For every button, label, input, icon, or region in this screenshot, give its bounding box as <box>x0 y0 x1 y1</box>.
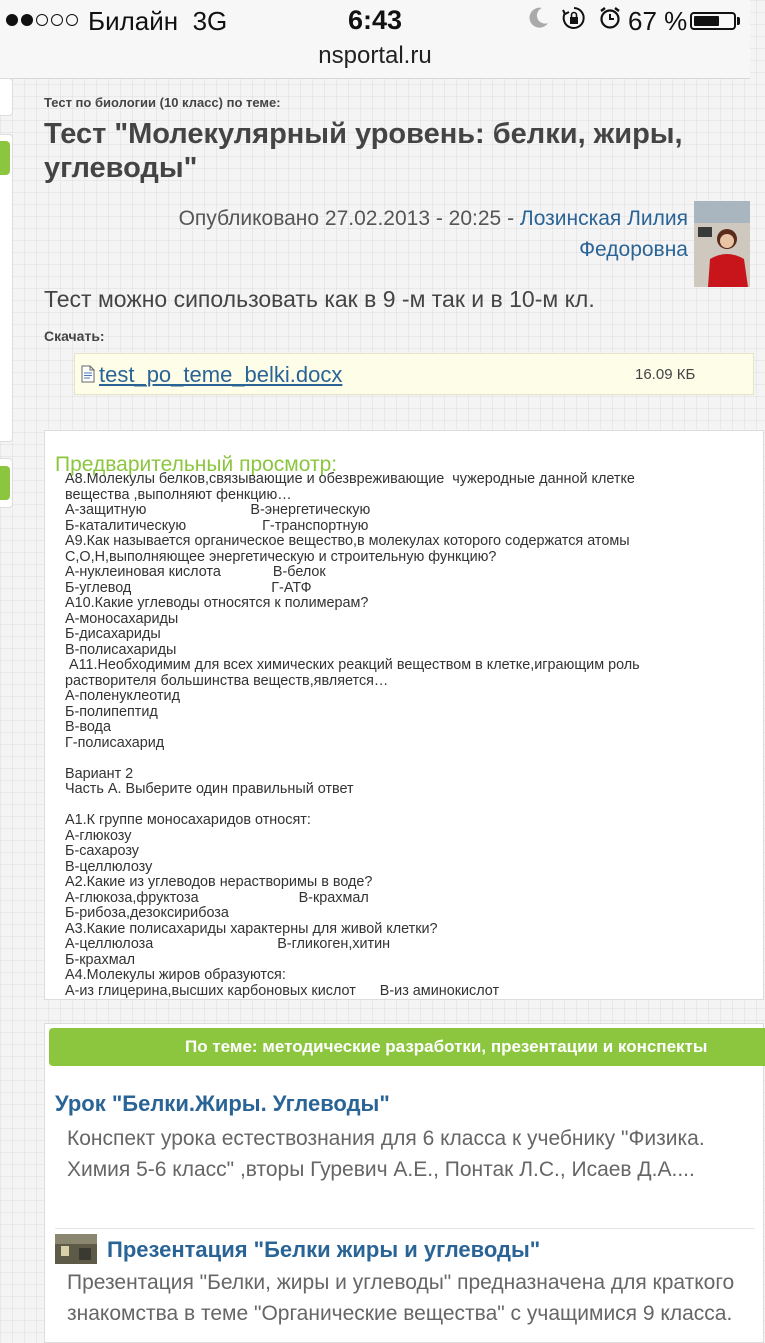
status-time: 6:43 <box>347 5 403 35</box>
battery-percent: 67 % <box>628 6 688 36</box>
document-line: А1.К группе моносахаридов относят: <box>65 812 311 828</box>
document-line: А-глюкозу <box>65 827 132 844</box>
page-title: Тест "Молекулярный уровень: белки, жиры, углеводы" <box>44 118 683 184</box>
document-icon <box>81 365 95 388</box>
network-type: 3G <box>192 6 228 36</box>
battery-nub <box>737 17 740 25</box>
document-line: А8.Молекулы белков,связывающие и обезвреживающие чужеродные данной клетке <box>65 471 635 487</box>
document-line: В-полисахариды <box>65 641 177 658</box>
side-panel-middle <box>0 134 13 442</box>
document-line <box>65 798 640 814</box>
moon-icon <box>528 6 550 30</box>
side-tab-toggle[interactable] <box>0 466 10 500</box>
related-item-description: Конспект урока естествознания для 6 класса к учебнику "Физика. Химия 5-6 класс" ,вторы Гуревич А.Е., Понтак Л.С., Исаев Д.А.... <box>67 1127 705 1181</box>
document-preview[interactable] <box>65 471 755 999</box>
document-line: А3.Какие полисахариды характерны для живой клетки? <box>65 920 438 937</box>
related-item-title[interactable]: Урок "Белки.Жиры. Углеводы" <box>55 1091 390 1116</box>
document-line: Вариант 2 <box>65 765 134 782</box>
document-line: А-моносахариды <box>65 610 179 627</box>
document-line: А-защитную В-энергетическую <box>65 502 371 518</box>
battery-fill <box>694 16 719 26</box>
preview-panel <box>44 430 764 1000</box>
document-line: Часть А. Выберите один правильный ответ <box>65 781 354 797</box>
related-header-text: По теме: методические разработки, презентации и конспекты <box>185 1037 708 1056</box>
divider <box>55 1228 755 1229</box>
article-description: Тест можно сипользовать как в 9 -м так и в 10-м кл. <box>44 286 595 312</box>
document-line: вещества ,выполняют фенкцию… <box>65 486 292 503</box>
document-line: А-из глицерина,высших карбоновых кислот В-из аминокислот <box>65 982 500 999</box>
document-text <box>65 472 640 999</box>
file-size: 16.09 КБ <box>635 366 696 383</box>
document-line: В-вода <box>65 719 111 735</box>
document-line: А9.Как называется органическое вещество,в молекулах которого содержатся атомы <box>65 533 630 549</box>
document-line: А4.Молекулы жиров образуются: <box>65 967 286 983</box>
file-download-link[interactable]: test_po_teme_belki.docx <box>99 362 343 387</box>
download-label: Скачать: <box>44 328 105 344</box>
related-item-thumbnail[interactable] <box>55 1234 97 1264</box>
document-line: Б-каталитическую Г-транспортную <box>65 517 369 534</box>
document-line: Б-дисахариды <box>65 626 161 642</box>
document-line: Б-полипептид <box>65 703 158 720</box>
document-line: растворителя большинства веществ,является… <box>65 672 389 689</box>
related-header <box>49 1028 765 1066</box>
article-kicker: Тест по биологии (10 класс) по теме: <box>44 95 281 110</box>
document-line: Б-крахмал <box>65 951 136 968</box>
status-icons <box>528 6 622 30</box>
publish-date: Опубликовано 27.02.2013 - 20:25 - <box>178 207 515 230</box>
document-line <box>65 751 640 767</box>
document-line: В-целлюлозу <box>65 858 153 875</box>
side-panel-top <box>0 78 13 116</box>
file-attachment <box>74 353 754 395</box>
document-line: Б-рибоза,дезоксирибоза <box>65 905 229 921</box>
related-item-description: Презентация "Белки, жиры и углеводы" предназначена для краткого знакомства в теме "Органические вещества" с учащимися 9 класса. <box>67 1271 735 1325</box>
carrier-name: Билайн <box>88 6 179 36</box>
status-bar <box>0 0 750 40</box>
document-line: Б-углевод Г-АТФ <box>65 579 312 596</box>
author-link[interactable]: Лозинская Лилия Федоровна <box>519 207 688 261</box>
alarm-icon <box>598 6 622 30</box>
preview-title: Предварительный просмотр: <box>55 453 338 476</box>
related-materials <box>44 1023 764 1343</box>
document-line: Б-сахарозу <box>65 843 139 859</box>
related-item-title[interactable]: Презентация "Белки жиры и углеводы" <box>107 1237 541 1262</box>
document-line: С,О,Н,выполняющее энергетическую и строительную функцию? <box>65 548 497 565</box>
document-line: А-глюкоза,фруктоза В-крахмал <box>65 889 369 906</box>
document-line: Г-полисахарид <box>65 734 165 751</box>
document-line: А-нуклеиновая кислота В-белок <box>65 564 326 580</box>
rotation-lock-icon <box>562 6 586 30</box>
document-line: А2.Какие из углеводов нерастворимы в воде? <box>65 874 373 890</box>
document-line: А11.Необходимим для всех химических реакций веществом в клетке,играющим роль <box>65 657 640 673</box>
address-bar[interactable] <box>0 40 750 79</box>
url-text[interactable]: nsportal.ru <box>318 42 432 69</box>
battery-icon <box>690 12 736 30</box>
document-line: А-целлюлоза В-гликоген,хитин <box>65 936 391 952</box>
author-avatar[interactable] <box>694 201 750 287</box>
document-line: А-поленуклеотид <box>65 688 180 704</box>
publish-info <box>128 203 688 265</box>
document-line: А10.Какие углеводы относятся к полимерам? <box>65 595 369 611</box>
side-tab-toggle[interactable] <box>0 141 10 175</box>
